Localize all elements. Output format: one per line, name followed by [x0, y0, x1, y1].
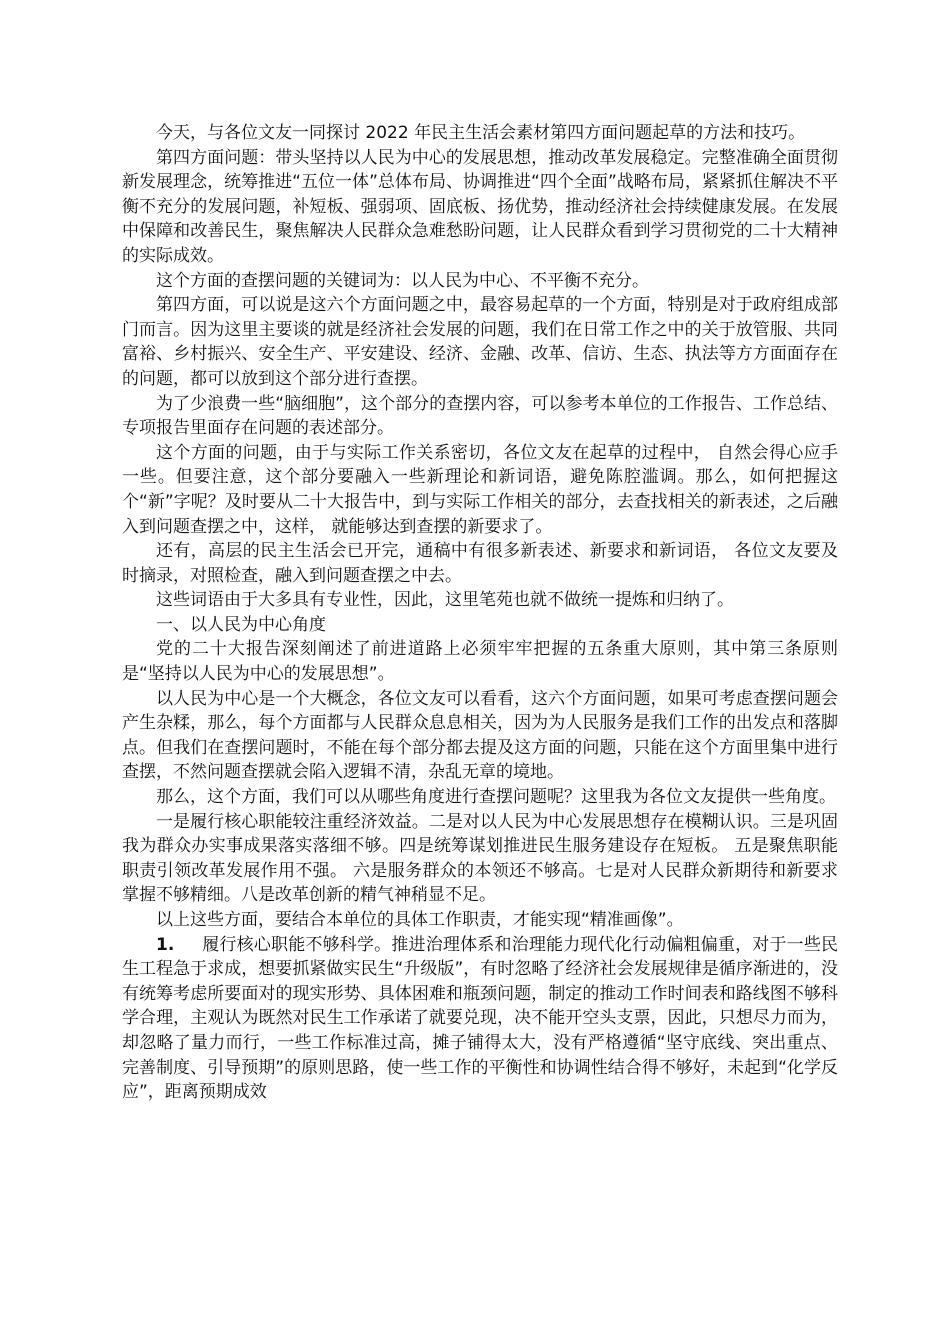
- item-number: 1.: [156, 934, 175, 955]
- item-text: 履行核心职能不够科学。推进治理体系和治理能力现代化行动偏粗偏重，对于一些民生工程急于求成，想要抓紧做实民生“升级版”，有时忽略了经济社会发展规律是循序渐进的，没有统筹考虑所要面对的现实形势、具体困难和瓶颈问题，制定的推动工作时间表和路线图不够科学合理，主观认为既然对民生工作承诺了就要兑现，决不能开空头支票，因此，只想尽力而为，却忽略了量力而行，一些工作标准过高，摊子铺得太大，没有严格遵循“坚守底线、突出重点、完善制度、引导预期”的原则思路，使一些工作的平衡性和协调性结合得不够好，未起到“化学反应”，距离预期成效: [122, 934, 839, 1103]
- paragraph-intro: 今天，与各位文友一同探讨 2022 年民主生活会素材第四方面问题起草的方法和技巧。: [156, 123, 806, 143]
- paragraph-keywords: 这个方面的查摆问题的关键词为：以人民为中心、不平衡不充分。: [156, 270, 649, 291]
- paragraph-principles: 党的二十大报告深刻阐述了前进道路上必须牢牢把握的五条重大原则，其中第三条原则是“坚持以人民为中心的发展思想”。: [122, 639, 838, 685]
- paragraph-no-summary: 这些词语由于大多具有专业性，因此，这里笔苑也就不做统一提炼和归纳了。: [156, 590, 734, 611]
- paragraph-new-terms: 这个方面的问题，由于与实际工作关系密切，各位文友在起草的过程中， 自然会得心应手一些。但要注意，这个部分要融入一些新理论和新词语，避免陈腔滥调。那么，如何把握这个“新”字呢？及时要从二十大报告中，到与实际工作相关的部分，去查找相关的新表述，之后融入到问题查摆之中，这样， 就能够达到查摆的新要求了。: [122, 442, 838, 537]
- paragraph-excerpt: 还有，高层的民主生活会已开完，通稿中有很多新表述、新要求和新词语， 各位文友要及时摘录，对照检查，融入到问题查摆之中去。: [122, 541, 838, 586]
- paragraph-angles-question: 那么，这个方面，我们可以从哪些角度进行查摆问题呢？这里我为各位文友提供一些角度。: [156, 787, 836, 808]
- paragraph-fourth-aspect: 第四方面问题：带头坚持以人民为中心的发展思想，推动改革发展稳定。完整准确全面贯彻新发展理念，统筹推进“五位一体”总体布局、协调推进“四个全面”战略布局，紧紧抓住解决不平衡不充分的发展问题，补短板、强弱项、固底板、扬优势，推动经济社会持续健康发展。在发展中保障和改善民生，聚焦解决人民群众急难愁盼问题，让人民群众看到学习贯彻党的二十大精神的实际成效。: [122, 147, 838, 266]
- document-body: [122, 121, 838, 1105]
- numbered-item: [122, 933, 838, 1105]
- paragraph-reference: 为了少浪费一些“脑细胞”，这个部分的查摆内容，可以参考本单位的工作报告、工作总结、专项报告里面存在问题的表述部分。: [122, 393, 838, 439]
- paragraph-big-concept: 以人民为中心是一个大概念，各位文友可以看看，这六个方面问题，如果可考虑查摆问题会产生杂糅，那么，每个方面都与人民群众息息相关，因为为人民服务是我们工作的出发点和落脚点。但我们在查摆问题时，不能在每个部分都去提及这方面的问题，只能在这个方面里集中进行查摆，不然问题查摆就会陷入逻辑不清，杂乱无章的境地。: [122, 688, 838, 783]
- paragraph-precise-portrait: 以上这些方面，要结合本单位的具体工作职责，才能实现“精准画像”。: [156, 910, 684, 930]
- section-heading: 一、以人民为中心角度: [156, 614, 326, 635]
- paragraph-easiest: 第四方面，可以说是这六个方面问题之中，最容易起草的一个方面，特别是对于政府组成部门而言。因为这里主要谈的就是经济社会发展的问题，我们在日常工作之中的关于放管服、共同富裕、乡村振兴、安全生产、平安建设、经济、金融、改革、信访、生态、执法等方方面面存在的问题，都可以放到这个部分进行查摆。: [122, 295, 838, 389]
- paragraph-angles-list: 一是履行核心职能较注重经济效益。二是对以人民为中心发展思想存在模糊认识。三是巩固我为群众办实事成果落实落细不够。四是统筹谋划推进民生服务建设存在短板。 五是聚焦职能职责引领改革发展作用不强。 六是服务群众的本领还不够高。七是对人民群众新期待和新要求掌握不够精细。八是改革创新的精气神稍显不足。: [122, 811, 838, 906]
